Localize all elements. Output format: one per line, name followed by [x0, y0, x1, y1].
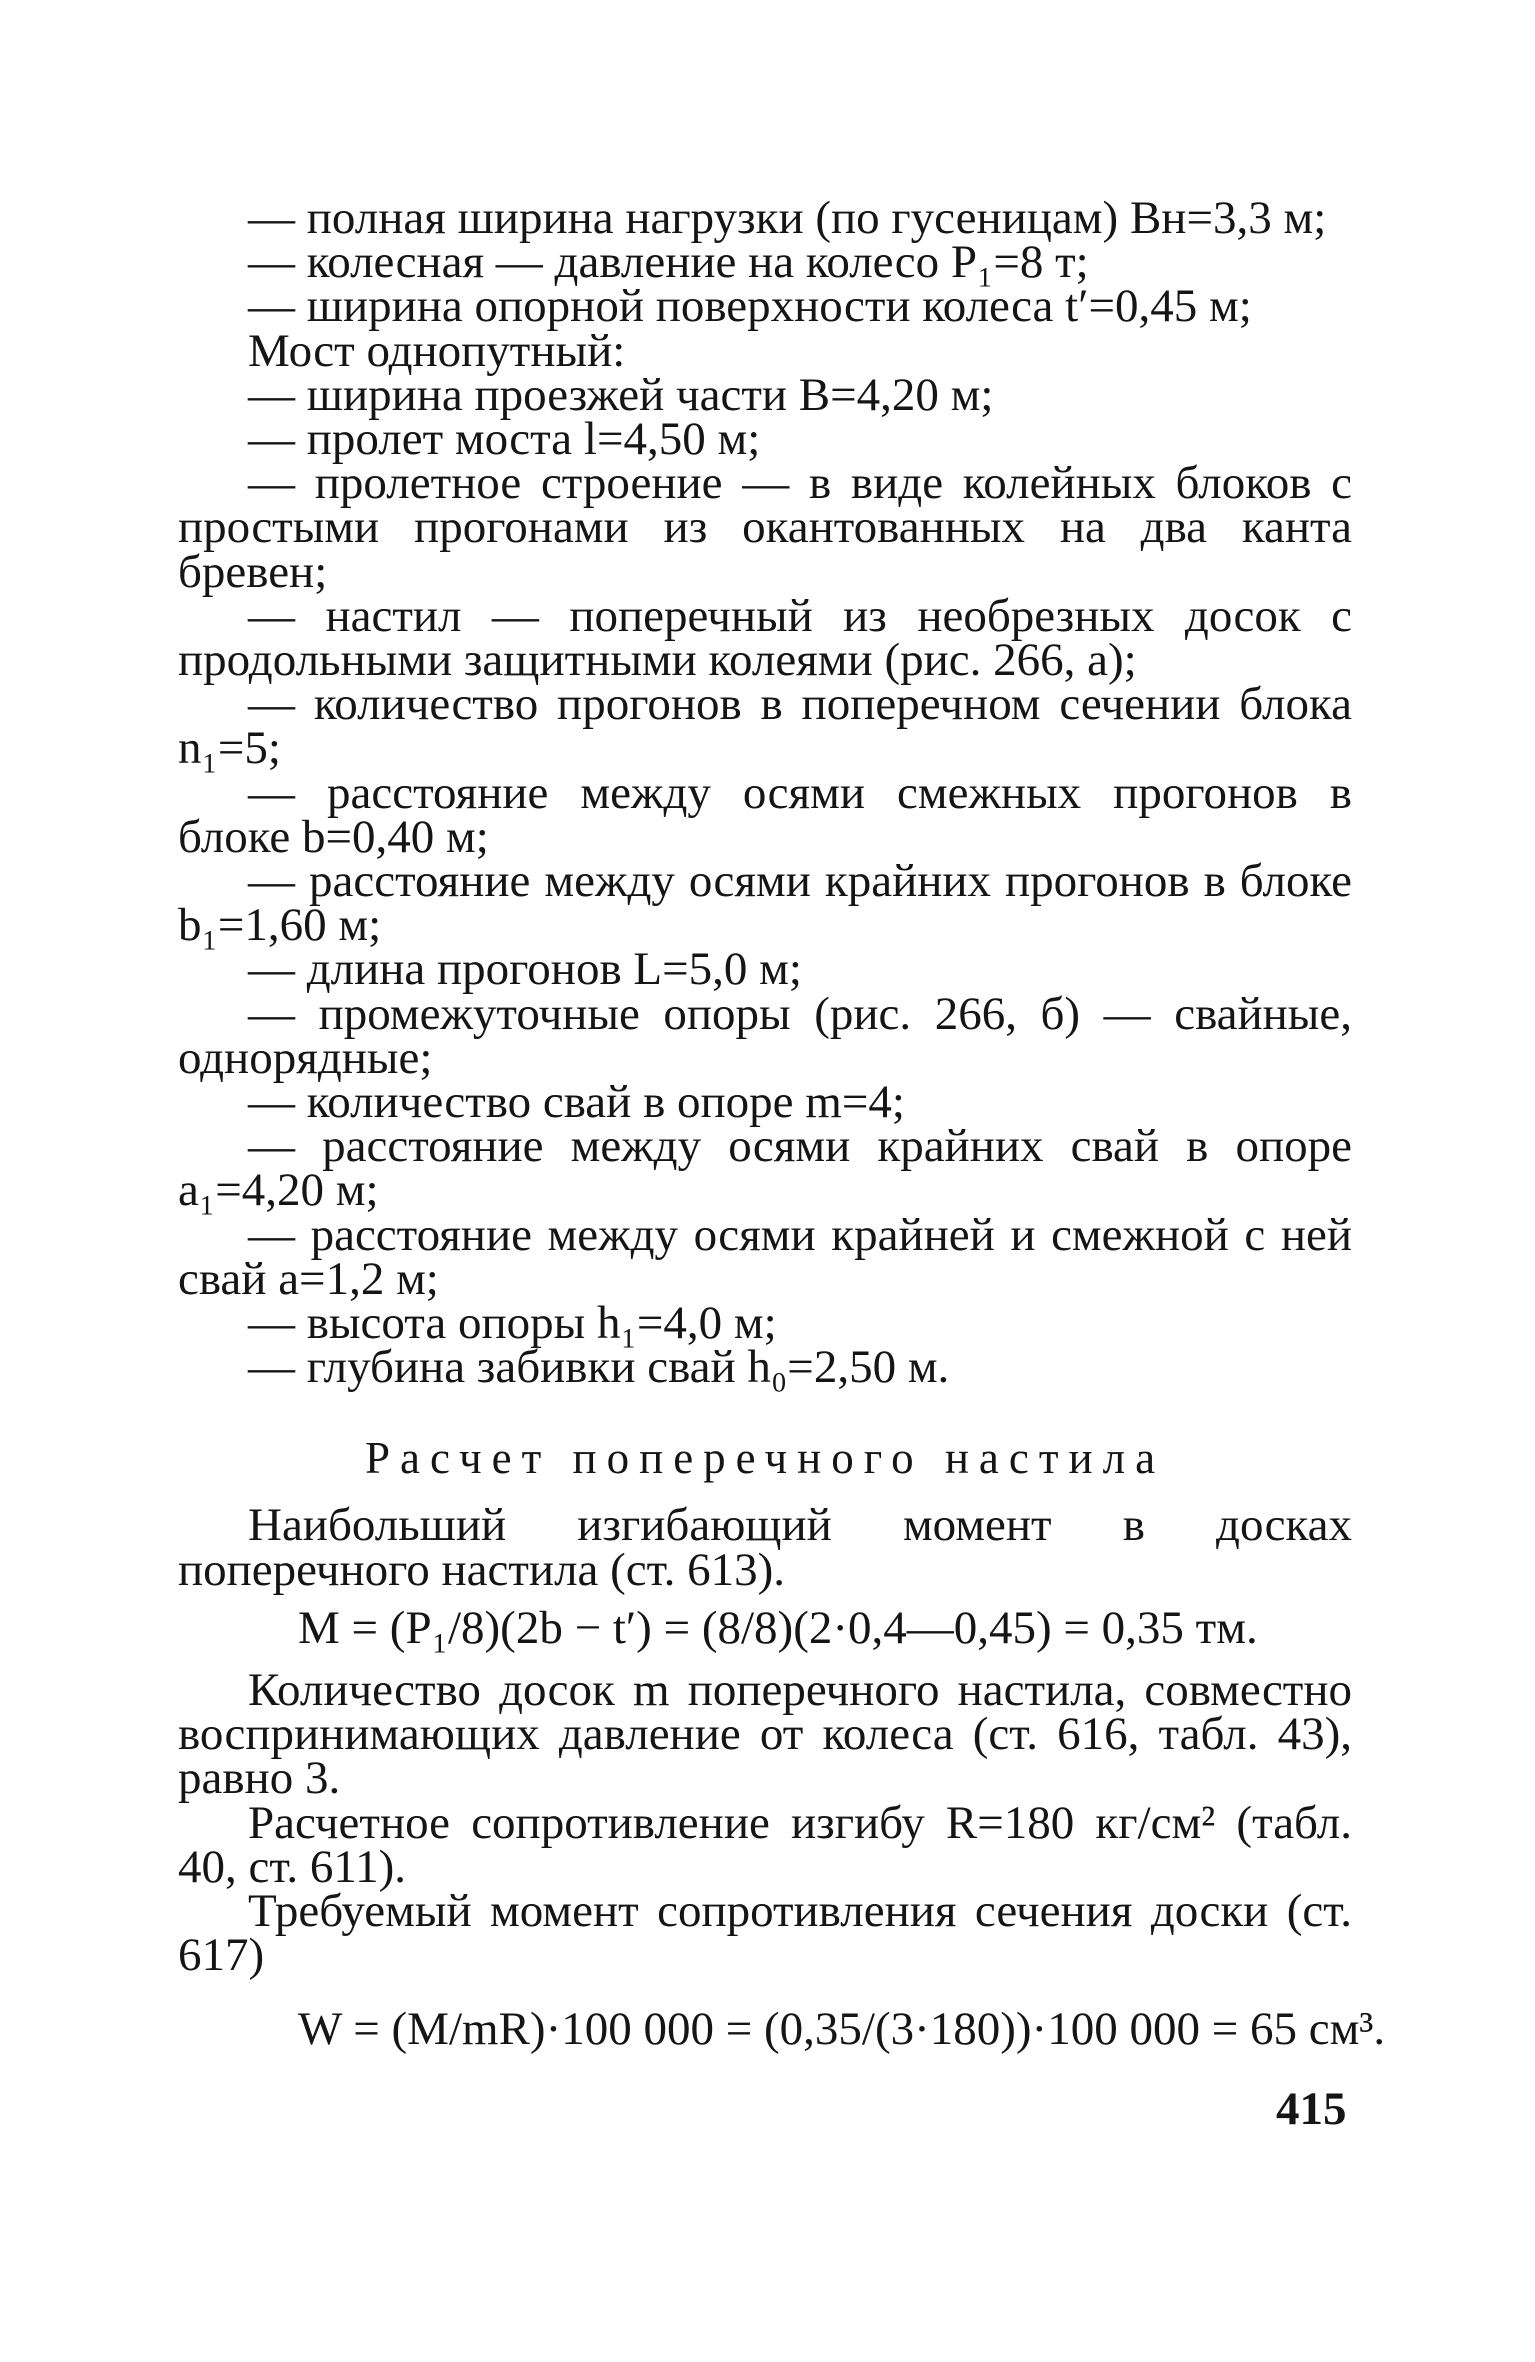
line-girder-length: — длина прогонов L=5,0 м; [248, 943, 802, 996]
line-deck: — настил — поперечный из необрезных досок с продольными защитными колеями (рис. 266, а); [178, 589, 1352, 687]
line-pile-depth: — глубина забивки свай h₀=2,50 м. [248, 1341, 950, 1394]
line-adjacent-girder-spacing: — расстояние между осями смежных прогонов в блоке b=0,40 м; [178, 766, 1352, 863]
line-wheel-contact-width: — ширина опорной поверхности колеса t′=0,45 м; [248, 280, 1252, 333]
page-body [178, 192, 1386, 2069]
line-outer-pile-spacing: — расстояние между осями крайних свай в опоре a₁=4,20 м; [178, 1120, 1352, 1217]
line-pile-count: — количество свай в опоре m=4; [248, 1076, 905, 1129]
line-girder-count: — количество прогонов в поперечном сечении блока n₁=5; [178, 678, 1352, 775]
line-outer-girder-spacing: — расстояние между осями крайних прогонов в блоке b₁=1,60 м; [178, 855, 1352, 952]
line-adjacent-pile-spacing: — расстояние между осями крайней и смежной с ней свай a=1,2 м; [178, 1208, 1352, 1305]
line-support-height: — высота опоры h₁=4,0 м; [248, 1297, 777, 1350]
formula-section-modulus: W = (M/mR)·100 000 = (0,35/(3·180))·100 000 = 65 см³. [298, 2003, 1386, 2056]
section-heading: Расчет поперечного настила [364, 1433, 1166, 1484]
paragraph-bending-moment: Наибольший изгибающий момент в досках поперечного настила (ст. 613). [178, 1499, 1352, 1596]
paragraph-bending-resistance: Расчетное сопротивление изгибу R=180 кг/см² (табл. 40, ст. 611). [178, 1796, 1352, 1893]
line-span-length: — пролет моста l=4,50 м; [248, 413, 761, 466]
formula-moment: M = (P₁/8)(2b − t′) = (8/8)(2·0,4—0,45) = 0,35 тм. [298, 1601, 1258, 1654]
line-load-width: — полная ширина нагрузки (по гусеницам) Bн=3,3 м; [248, 192, 1327, 244]
paragraph-board-count: Количество досок m поперечного настила, совместно воспринимающих давление от колеса (ст. 616, табл. 43), равно 3. [178, 1663, 1352, 1805]
line-intermediate-supports: — промежуточные опоры (рис. 266, б) — свайные, однорядные; [178, 987, 1352, 1084]
page-number: 415 [1276, 2083, 1347, 2135]
line-bridge-type: Мост однопутный: [248, 324, 626, 377]
line-superstructure: — пролетное строение — в виде колейных блоков с простыми прогонами из окантованных на два канта бревен; [178, 457, 1352, 598]
line-carriageway-width: — ширина проезжей части B=4,20 м; [248, 368, 994, 421]
paragraph-section-modulus: Требуемый момент сопротивления сечения доски (ст. 617) [178, 1884, 1352, 1982]
line-wheel-pressure: — колесная — давление на колесо P₁=8 т; [248, 236, 1089, 289]
